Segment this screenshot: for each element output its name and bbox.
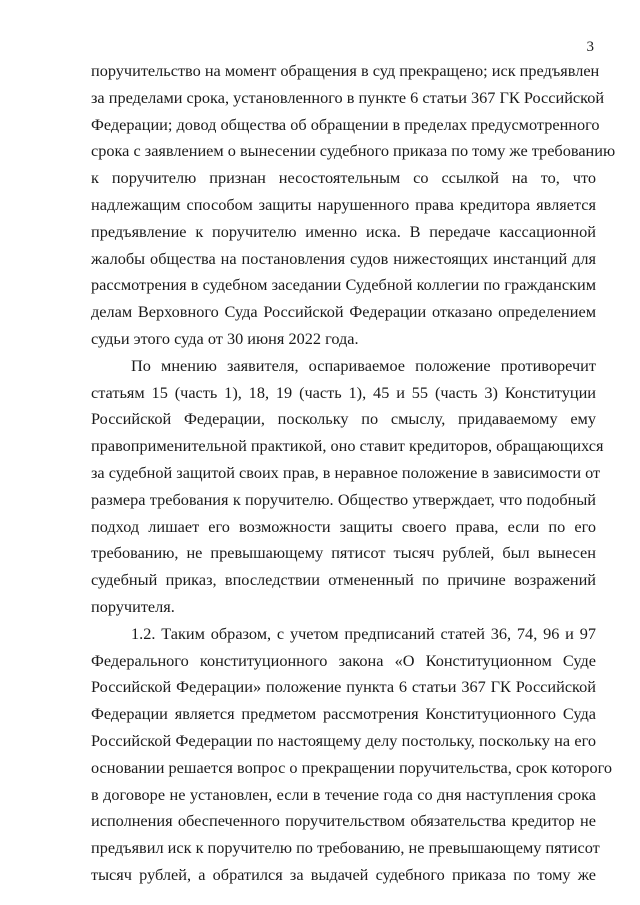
text-line: предъявление к поручителю именно иска. В передаче кассационной bbox=[91, 221, 596, 241]
paragraph bbox=[91, 621, 613, 889]
text-line: поручительство на момент обращения в суд прекращено; иск предъявлен bbox=[91, 61, 600, 80]
text-line: делам Верховного Суда Российской Федерации отказано определением bbox=[91, 302, 596, 322]
text-line: подход лишает его возможности защиты своего права, если по его bbox=[91, 516, 596, 536]
text-line: Российской Федерации» положение пункта 6 статьи 367 ГК Российской bbox=[91, 677, 596, 697]
text-line: По мнению заявителя, оспариваемое положение противоречит bbox=[131, 355, 596, 375]
text-line: в договоре не установлен, если в течение года со дня наступления срока bbox=[91, 784, 596, 804]
text-line: Федерации; довод общества об обращении в пределах предусмотренного bbox=[91, 114, 600, 134]
text-line: к поручителю признан несостоятельным со ссылкой на то, что bbox=[91, 168, 596, 188]
text-line: за судебной защитой своих прав, в неравное положение в зависимости от bbox=[91, 462, 601, 482]
text-line: тысяч рублей, а обратился за выдачей судебного приказа по тому же bbox=[91, 864, 596, 884]
text-line: срока с заявлением о вынесении судебного приказа по тому же требованию bbox=[91, 141, 616, 161]
page-number: 3 bbox=[586, 39, 594, 55]
text-line: за пределами срока, установленного в пункте 6 статьи 367 ГК Российской bbox=[91, 87, 605, 107]
text-line: основании решается вопрос о прекращении поручительства, срок которого bbox=[91, 757, 613, 777]
text-line: судебный приказ, впоследствии отмененный по причине возражений bbox=[91, 570, 596, 590]
text-line: рассмотрения в судебном заседании Судебной коллегии по гражданским bbox=[91, 275, 596, 295]
text-line: статьям 15 (часть 1), 18, 19 (часть 1), 45 и 55 (часть 3) Конституции bbox=[91, 382, 596, 402]
text-line: Федерального конституционного закона «О Конституционном Суде bbox=[91, 650, 596, 670]
text-line: требованию, не превышающему пятисот тысяч рублей, был вынесен bbox=[91, 543, 596, 563]
text-line: судьи этого суда от 30 июня 2022 года. bbox=[91, 328, 359, 348]
paragraph bbox=[91, 353, 604, 621]
text-line: жалобы общества на постановления судов нижестоящих инстанций для bbox=[91, 248, 596, 268]
text-line: предъявил иск к поручителю по требованию, не превышающему пятисот bbox=[91, 838, 600, 858]
paragraph bbox=[91, 58, 616, 353]
text-line: правоприменительной практикой, оно ставит кредиторов, обращающихся bbox=[91, 436, 604, 456]
text-line: надлежащим способом защиты нарушенного права кредитора является bbox=[91, 194, 596, 214]
text-line: поручителя. bbox=[91, 596, 175, 616]
text-line: 1.2. Таким образом, с учетом предписаний статей 36, 74, 96 и 97 bbox=[131, 623, 596, 643]
text-line: Российской Федерации, поскольку по смыслу, придаваемому ему bbox=[91, 409, 596, 429]
text-line: Федерации является предметом рассмотрения Конституционного Суда bbox=[91, 704, 596, 724]
text-line: исполнения обеспеченного поручительством обязательства кредитор не bbox=[91, 811, 596, 831]
text-line: Российской Федерации по настоящему делу постольку, поскольку на его bbox=[91, 730, 596, 750]
text-line: размера требования к поручителю. Общество утверждает, что подобный bbox=[91, 489, 596, 509]
document-body bbox=[91, 58, 616, 889]
